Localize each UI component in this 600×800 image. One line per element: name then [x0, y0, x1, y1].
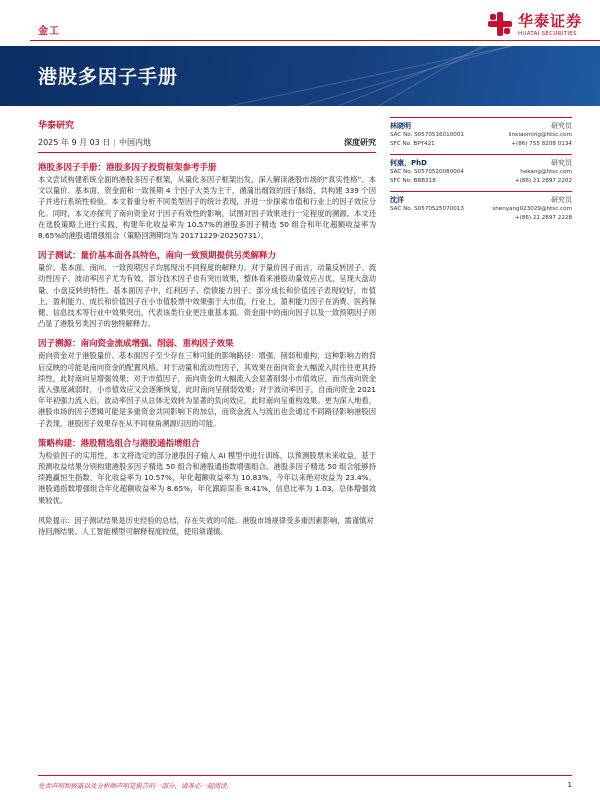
analyst-phone: +(86) 21 2897 2202 — [514, 177, 572, 184]
brand-logo — [488, 10, 582, 37]
analyst-name: 林晓明 — [390, 122, 411, 130]
title-banner — [0, 46, 600, 106]
disclaimer: 免责声明和披露以及分析师声明是报告的一部分，请务必一起阅读。 — [38, 782, 233, 790]
analyst-email[interactable]: linxiaoming@htsc.com — [508, 132, 572, 138]
report-type: 深度研究 — [344, 138, 376, 147]
analyst-sac: SAC No. S0570516010001 — [390, 132, 464, 138]
analyst-sac: SAC No. S0570520080004 — [390, 169, 464, 175]
section-body: 为检验因子的实用性，本文将选定的部分港股因子输入 AI 模型中进行训练，以预测股票未来收益，基于预测收益结果分别构建港股多因子精选 50 组合和港股通指数增强组合。港股多因子精选 50 组合能够持续跑赢恒生指数，年化收益率为 10.57%，年化超额收益率为 10.83%，今年以来绝对收益为 23.4%。港股通指数增强组合年化超额收益率为 8.65%，年化跟踪误差 8.41%，信息比率为 1.03，总体增强效果较优。 — [38, 450, 376, 505]
category-label: 金工 — [38, 26, 60, 37]
footer-divider — [38, 775, 572, 776]
analyst-card — [390, 117, 572, 148]
header-divider — [30, 40, 600, 41]
analyst-email[interactable]: shenyang023029@htsc.com — [492, 206, 572, 212]
analyst-sfc: SFC No. BRB318 — [390, 177, 436, 184]
analyst-sidebar — [390, 117, 572, 228]
section — [38, 162, 376, 241]
section — [38, 338, 376, 428]
analyst-role: 研究员 — [551, 122, 572, 130]
section-title: 港股多因子手册：港股多因子投资框架参考手册 — [38, 163, 217, 173]
org-name: 华泰研究 — [38, 121, 75, 131]
section-title: 因子测试：量价基本面各具特色，南向一致预期提供另类解释力 — [38, 251, 277, 262]
section-body: 南向资金对于港股量价、基本面因子至少存在三种可能的影响路径：增强、削弱和重构，这种影响力的背后反映的可能是南向资金的配置风格。对于动量和流动性因子，其效果在南向资金大幅流入时往往更具持续性，此时南向呈增强效果；对于市值因子，南向资金的大幅流入会显著削弱小市值效应，而当南向资金流入强度减弱时，小市值效应又会逐渐恢复，此时南向呈削弱效果；对于波动率因子，自南向资金 2021 年年初强力流入后，波动率因子从总体无效转为显著的负向效应，此时南向呈重构效果。更为深入地看，港股市场的因子逻辑可能是多重资金共同影响下的加总，而资金流入与流出也会通过不同路径影响港股因子表现。港股因子效果存在从不同视角溯源归因的可能。 — [38, 351, 376, 428]
section-body: 本文尝试构建系统全面的港股多因子框架，从量化多因子框架出发，深入解读港股市场的“真实性格”。本文以量价、基本面、资金面和一致预期 4 个因子大类为主干，循蒲出细致的因子脉络，共构建 339 个因子并进行系统性检验。本文着重分析不同类型因子的统计表现，并进一步探索市值和行业上的因子效应分化。同时，本文亦探究了南向资金对于因子有效性的影响，试图对因子效果进行一定程度的溯源。本文还在选股策略上进行实践，构建年化收益率为 10.57%的港股多因子精选 50 组合和年化超额收益率为 8.65%的港股通增强组合（策略回测期均为 20171229-20250731）。 — [38, 175, 376, 241]
footer — [38, 781, 572, 790]
analyst-sac: SAC No. S0570525070013 — [390, 206, 464, 212]
analyst-role: 研究员 — [551, 196, 572, 204]
report-title: 港股多因子手册 — [38, 66, 179, 88]
section-title: 策略构建：港股精选组合与港股通指增组合 — [38, 438, 200, 449]
section-title: 因子溯源：南向资金流成增强、削弱、重构因子效果 — [38, 339, 234, 350]
analyst-card — [390, 154, 572, 185]
analyst-name: 沈洋 — [390, 196, 404, 204]
section-body: 量价、基本面、南向、一致预期因子均展现出不同程度的解释力。对于量价因子而言，动量反转因子、流动性因子、波动率因子尤为有效，部分技术因子也有突出效果，整体看来港股动量效应占优，呈现大盘动量、小盘反转的特性。基本面因子中，红利因子、偿债能力因子、部分成长和价值因子表现较好，市值上，盈利能力、成长和价值因子在小市值股票中效果强于大市值，行业上，盈利能力因子在消费、医药保健、信息技术等行业中效果突出，代表该类行业更注重基本面。资金面中的南向因子以及一致预期因子则凸显了港股另类因子的独特解释力。 — [38, 263, 376, 329]
logo-name-cn: 华泰证券 — [517, 12, 582, 30]
analyst-sfc: SFC No. BPY421 — [390, 140, 435, 147]
report-date: 2025 年 9 月 03 日 — [38, 138, 111, 147]
logo-mark-icon — [488, 12, 512, 36]
risk-warning: 风险提示：因子测试结果是历史经验的总结，存在失效的可能。港股市场规律受多重因素影响，需谨慎对待回测结果。人工智能模型可解释程度较低，使用须谨慎。 — [38, 515, 374, 537]
report-region: 中国内地 — [119, 138, 152, 147]
logo-name-en: HUATAI SECURITIES — [517, 31, 577, 37]
analyst-card — [390, 191, 572, 222]
analyst-email[interactable]: hekang@htsc.com — [520, 169, 572, 175]
analyst-role: 研究员 — [551, 159, 572, 167]
section — [38, 250, 376, 329]
analyst-phone: +(86) 755 8208 0134 — [511, 140, 572, 147]
analyst-phone: +(86) 21 2897 2228 — [514, 214, 572, 221]
page-number: 1 — [567, 781, 572, 789]
analyst-name: 何康，PhD — [390, 159, 427, 167]
main-column — [38, 110, 376, 537]
report-meta: 2025 年 9 月 03 日 | 中国内地 深度研究 — [38, 137, 376, 153]
section — [38, 438, 376, 506]
